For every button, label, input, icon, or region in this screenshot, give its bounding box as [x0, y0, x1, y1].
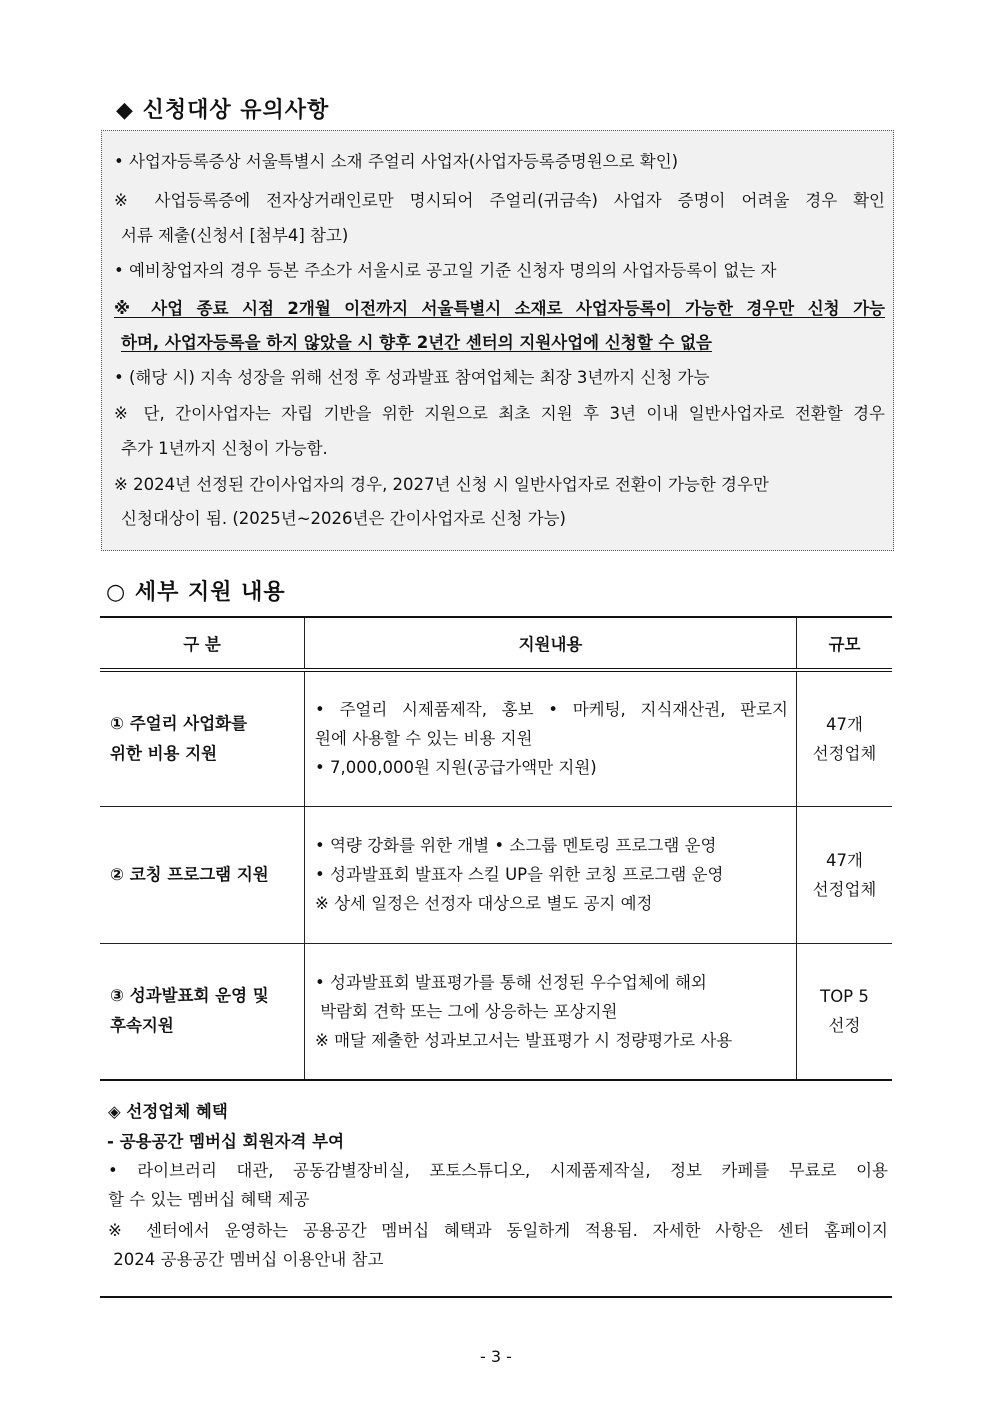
benefits-line: 2024 공용공간 멤버십 이용안내 참고 [108, 1250, 384, 1269]
scale-text: 선정업체 [812, 743, 877, 763]
description-line: ※ 매달 제출한 성과보고서는 발표평가 시 정량평가로 사용 [315, 1030, 733, 1050]
bottom-rule [100, 1296, 892, 1298]
description-line: 원에 사용할 수 있는 비용 지원 [315, 729, 533, 749]
scale-text: 선정 [828, 1016, 861, 1036]
description-cell [305, 806, 797, 943]
page-number: - 3 - [480, 1347, 512, 1366]
table-row [100, 670, 892, 806]
notice-box [101, 130, 894, 551]
description-line: • 7,000,000원 지원(공급가액만 지원) [315, 758, 597, 778]
scale-cell [797, 943, 893, 1080]
notice-line: • (해당 시) 지속 성장을 위해 선정 후 성과발표 참여업체는 최장 3년까지 신청 가능 [114, 368, 710, 387]
notice-line: 추가 1년까지 신청이 가능함. [121, 439, 328, 458]
benefits-line: ※ 센터에서 운영하는 공용공간 멤버십 혜택과 동일하게 적용됨. 자세한 사항은 센터 홈페이지 [108, 1221, 888, 1240]
header-category: 구 분 [100, 617, 305, 670]
description-line: 박람회 견학 또는 그에 상응하는 포상지원 [315, 1001, 618, 1021]
category-cell [100, 670, 305, 806]
scale-text: 선정업체 [812, 879, 877, 899]
notice-line: • 사업자등록증상 서울특별시 소재 주얼리 사업자(사업자등록증명원으로 확인) [114, 152, 679, 171]
support-heading: ○ 세부 지원 내용 [106, 579, 286, 605]
notice-line: ※ 단, 간이사업자는 자립 기반을 위한 지원으로 최초 지원 후 3년 이내 일반사업자로 전환할 경우 [114, 404, 885, 423]
notice-line: ※ 사업등록증에 전자상거래인로만 명시되어 주얼리(귀금속) 사업자 증명이 어려울 경우 확인 [114, 191, 885, 210]
table-row [100, 943, 892, 1080]
description-cell [305, 943, 797, 1080]
scale-text: 47개 [826, 850, 863, 870]
header-scale: 규모 [797, 617, 893, 670]
description-cell [305, 670, 797, 806]
description-line: • 주얼리 시제품제작, 홍보 • 마케팅, 지식재산권, 판로지 [315, 700, 788, 720]
table-header-row [100, 617, 892, 670]
scale-text: TOP 5 [820, 987, 869, 1007]
table-row [100, 806, 892, 943]
description-line: • 성과발표회 발표평가를 통해 선정된 우수업체에 해외 [315, 972, 707, 992]
category-text: ② 코칭 프로그램 지원 [110, 864, 269, 884]
scale-cell [797, 670, 893, 806]
scale-text: 47개 [826, 714, 863, 734]
notice-line-emphasis: ※ 사업 종료 시점 2개월 이전까지 서울특별시 소재로 사업자등록이 가능한 경우만 신청 가능 [114, 299, 885, 318]
category-text: ① 주얼리 사업화를 [110, 713, 248, 733]
notice-line: 신청대상이 됨. (2025년~2026년은 간이사업자로 신청 가능) [121, 509, 566, 528]
description-line: ※ 상세 일정은 선정자 대상으로 별도 공지 예정 [315, 894, 653, 913]
header-content: 지원내용 [305, 617, 797, 670]
benefits-heading: ◈ 선정업체 혜택 [108, 1102, 228, 1121]
benefits-subheading: - 공용공간 멤버십 회원자격 부여 [107, 1132, 345, 1151]
category-text: 후속지원 [110, 1016, 174, 1036]
category-text: 위한 비용 지원 [110, 743, 218, 763]
scale-cell [797, 806, 893, 943]
description-line: • 성과발표회 발표자 스킬 UP을 위한 코칭 프로그램 운영 [315, 865, 724, 884]
benefits-line: • 라이브러리 대관, 공동감별장비실, 포토스튜디오, 시제품제작실, 정보 카페를 무료로 이용 [108, 1161, 888, 1180]
notice-line: • 예비창업자의 경우 등본 주소가 서울시로 공고일 기준 신청자 명의의 사업자등록이 없는 자 [114, 261, 777, 280]
category-text: ③ 성과발표회 운영 및 [110, 986, 269, 1006]
support-table [100, 616, 892, 1081]
notice-line-emphasis: 하며, 사업자등록을 하지 않았을 시 향후 2년간 센터의 지원사업에 신청할 수 없음 [121, 333, 712, 352]
category-cell [100, 943, 305, 1080]
category-cell [100, 806, 305, 943]
notice-line: ※ 2024년 선정된 간이사업자의 경우, 2027년 신청 시 일반사업자로 전환이 가능한 경우만 [114, 475, 769, 494]
description-line: • 역량 강화를 위한 개별 • 소그룹 멘토링 프로그램 운영 [315, 836, 717, 855]
benefits-line: 할 수 있는 멤버십 혜택 제공 [108, 1190, 310, 1209]
notice-line: 서류 제출(신청서 [첨부4] 참고) [121, 226, 349, 245]
notice-heading: ◆ 신청대상 유의사항 [116, 97, 330, 123]
